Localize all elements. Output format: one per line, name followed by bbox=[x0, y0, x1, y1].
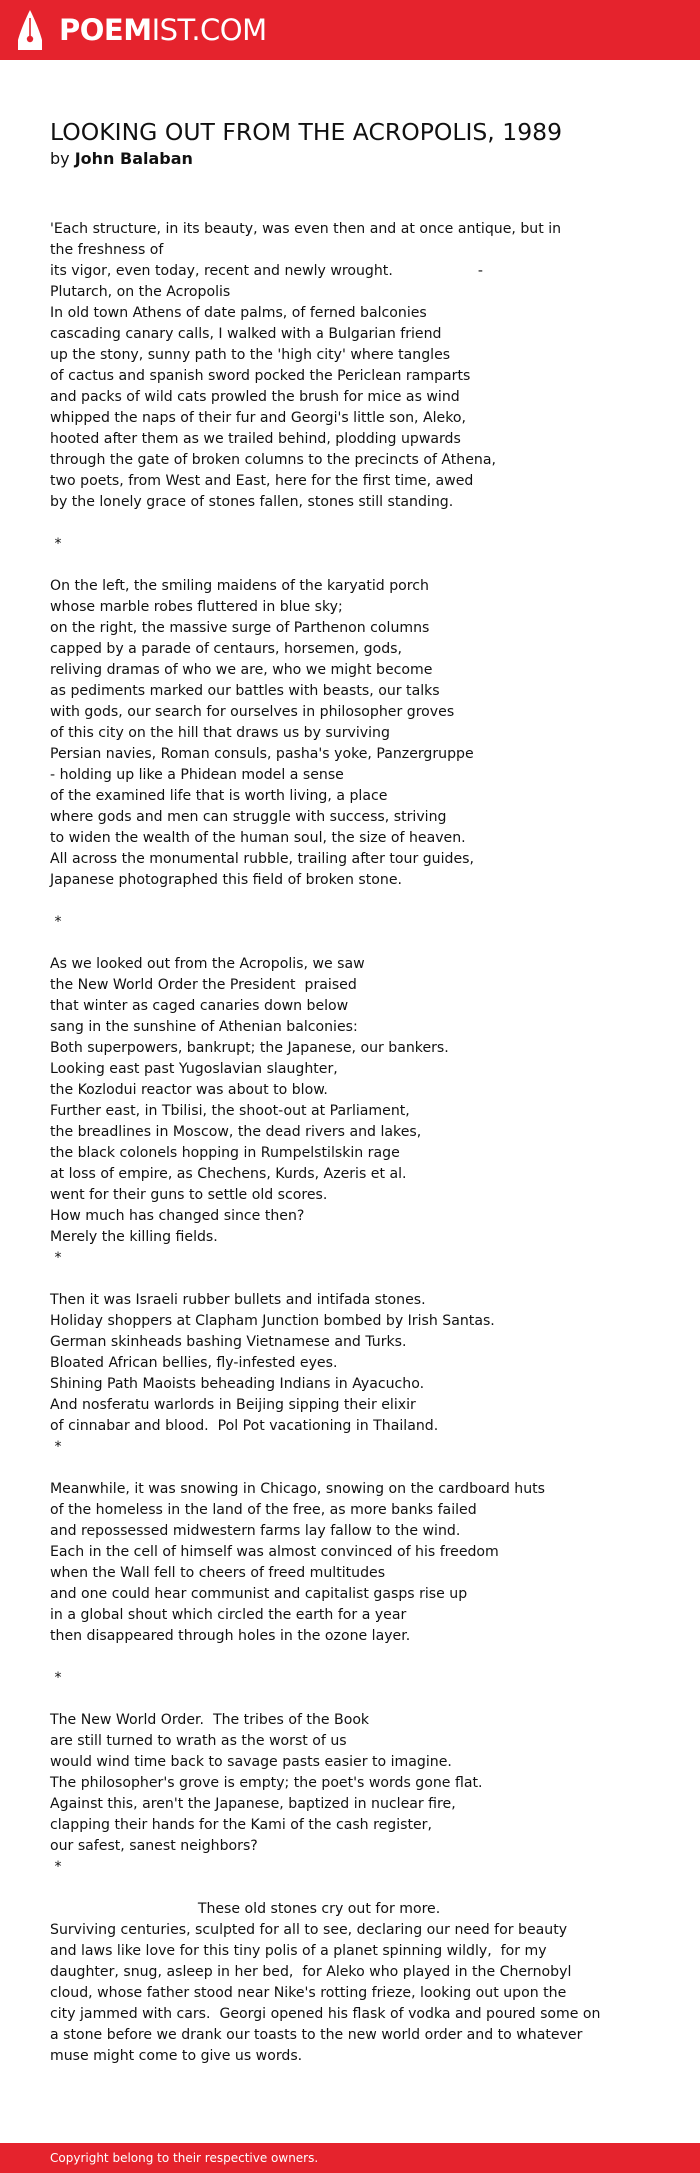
byline bbox=[50, 148, 193, 170]
poem-line: the black colonels hopping in Rumpelstilskin rage bbox=[50, 1145, 400, 1161]
poem-line: On the left, the smiling maidens of the karyatid porch bbox=[50, 578, 429, 594]
poem-line: Shining Path Maoists beheading Indians in Ayacucho. bbox=[50, 1376, 425, 1392]
poem-line: and one could hear communist and capitalist gasps rise up bbox=[50, 1586, 468, 1602]
poem-line: where gods and men can struggle with success, striving bbox=[50, 809, 447, 825]
poem-line: The New World Order. The tribes of the Book bbox=[50, 1712, 370, 1728]
poem-line: Against this, aren't the Japanese, baptized in nuclear fire, bbox=[50, 1796, 456, 1812]
poem-line: Then it was Israeli rubber bullets and intifada stones. bbox=[50, 1292, 426, 1308]
poem-line: to widen the wealth of the human soul, the size of heaven. bbox=[50, 830, 466, 846]
poem-line: Further east, in Tbilisi, the shoot-out at Parliament, bbox=[50, 1103, 410, 1119]
poem-line: The philosopher's grove is empty; the poet's words gone flat. bbox=[50, 1775, 483, 1791]
poem-line bbox=[50, 933, 670, 954]
poem-line: And nosferatu warlords in Beijing sipping their elixir bbox=[50, 1397, 416, 1413]
poem-line: Looking east past Yugoslavian slaughter, bbox=[50, 1061, 338, 1077]
poem-line: Holiday shoppers at Clapham Junction bombed by Irish Santas. bbox=[50, 1313, 495, 1329]
poem-line: Persian navies, Roman consuls, pasha's yoke, Panzergruppe bbox=[50, 746, 474, 762]
poem-line: through the gate of broken columns to the precincts of Athena, bbox=[50, 452, 496, 468]
poem-line: * bbox=[50, 1439, 62, 1455]
poem-line: of cinnabar and blood. Pol Pot vacationing in Thailand. bbox=[50, 1418, 439, 1434]
poem-line: the New World Order the President praised bbox=[50, 977, 357, 993]
poem-line: German skinheads bashing Vietnamese and Turks. bbox=[50, 1334, 407, 1350]
by-label: by bbox=[50, 149, 70, 168]
poem-line: with gods, our search for ourselves in philosopher groves bbox=[50, 704, 455, 720]
site-footer bbox=[0, 2143, 700, 2173]
poem-line: in a global shout which circled the earth for a year bbox=[50, 1607, 407, 1623]
poem-line: when the Wall fell to cheers of freed multitudes bbox=[50, 1565, 386, 1581]
poem-line: muse might come to give us words. bbox=[50, 2048, 303, 2064]
logo-wordmark bbox=[59, 8, 267, 52]
poem-line: All across the monumental rubble, trailing after tour guides, bbox=[50, 851, 474, 867]
author-name[interactable]: John Balaban bbox=[74, 149, 193, 168]
poem-line: Both superpowers, bankrupt; the Japanese, our bankers. bbox=[50, 1040, 449, 1056]
poem-line: In old town Athens of date palms, of ferned balconies bbox=[50, 305, 427, 321]
poem-line: the freshness of bbox=[50, 242, 164, 258]
poem-line: are still turned to wrath as the worst of us bbox=[50, 1733, 347, 1749]
poem-line: the breadlines in Moscow, the dead rivers and lakes, bbox=[50, 1124, 422, 1140]
poem-line: cascading canary calls, I walked with a Bulgarian friend bbox=[50, 326, 442, 342]
poem-line: Japanese photographed this field of broken stone. bbox=[50, 872, 402, 888]
poem-line: whipped the naps of their fur and Georgi's little son, Aleko, bbox=[50, 410, 466, 426]
poem-line: and packs of wild cats prowled the brush for mice as wind bbox=[50, 389, 460, 405]
poem-line bbox=[50, 891, 670, 912]
poem-line: capped by a parade of centaurs, horsemen, gods, bbox=[50, 641, 402, 657]
poem-line bbox=[50, 1878, 670, 1899]
poem-line: * bbox=[50, 1250, 62, 1266]
poem-line: whose marble robes fluttered in blue sky; bbox=[50, 599, 343, 615]
poem-line: hooted after them as we trailed behind, plodding upwards bbox=[50, 431, 461, 447]
poem-line: and repossessed midwestern farms lay fallow to the wind. bbox=[50, 1523, 461, 1539]
poem-line bbox=[50, 555, 670, 576]
poem-line: - holding up like a Phidean model a sense bbox=[50, 767, 344, 783]
poem-line: two poets, from West and East, here for the first time, awed bbox=[50, 473, 474, 489]
poem-title: LOOKING OUT FROM THE ACROPOLIS, 1989 bbox=[50, 118, 563, 146]
poem-line: Bloated African bellies, fly-infested eyes. bbox=[50, 1355, 338, 1371]
poem-line: of the examined life that is worth living, a place bbox=[50, 788, 388, 804]
logo-bold-text: POEM bbox=[59, 13, 152, 47]
poem-line: by the lonely grace of stones fallen, stones still standing. bbox=[50, 494, 454, 510]
poem-line: Surviving centuries, sculpted for all to see, declaring our need for beauty bbox=[50, 1922, 568, 1938]
poem-line: * bbox=[50, 1670, 62, 1686]
poem-line: As we looked out from the Acropolis, we saw bbox=[50, 956, 365, 972]
poem-line: of cactus and spanish sword pocked the Periclean ramparts bbox=[50, 368, 471, 384]
poem-line: then disappeared through holes in the ozone layer. bbox=[50, 1628, 411, 1644]
poem-line: up the stony, sunny path to the 'high city' where tangles bbox=[50, 347, 451, 363]
poem-line: the Kozlodui reactor was about to blow. bbox=[50, 1082, 328, 1098]
poem-line: Each in the cell of himself was almost convinced of his freedom bbox=[50, 1544, 499, 1560]
poem-line: at loss of empire, as Chechens, Kurds, Azeris et al. bbox=[50, 1166, 407, 1182]
poem-line: These old stones cry out for more. bbox=[50, 1901, 441, 1917]
pen-nib-icon bbox=[17, 9, 43, 51]
poem-line: Meanwhile, it was snowing in Chicago, snowing on the cardboard huts bbox=[50, 1481, 545, 1497]
poem-line bbox=[50, 1458, 670, 1479]
poem-line: Plutarch, on the Acropolis bbox=[50, 284, 231, 300]
poem-line bbox=[50, 513, 670, 534]
poem-line: 'Each structure, in its beauty, was even then and at once antique, but in bbox=[50, 221, 562, 237]
poem-line: cloud, whose father stood near Nike's rotting frieze, looking out upon the bbox=[50, 1985, 567, 2001]
poem-line: that winter as caged canaries down below bbox=[50, 998, 349, 1014]
poem-line: as pediments marked our battles with beasts, our talks bbox=[50, 683, 440, 699]
poem-line: daughter, snug, asleep in her bed, for Aleko who played in the Chernobyl bbox=[50, 1964, 572, 1980]
site-header bbox=[0, 0, 700, 60]
poem-line: * bbox=[50, 914, 62, 930]
poem-line: reliving dramas of who we are, who we might become bbox=[50, 662, 433, 678]
poem-line: went for their guns to settle old scores. bbox=[50, 1187, 328, 1203]
copyright-notice: Copyright belong to their respective owners. bbox=[50, 2151, 319, 2165]
poem-line: clapping their hands for the Kami of the cash register, bbox=[50, 1817, 432, 1833]
poem-line: * bbox=[50, 536, 62, 552]
poem-line: city jammed with cars. Georgi opened his flask of vodka and poured some on bbox=[50, 2006, 601, 2022]
poem-line bbox=[50, 1647, 670, 1668]
poem-line: and laws like love for this tiny polis of a planet spinning wildly, for my bbox=[50, 1943, 547, 1959]
poem-line: sang in the sunshine of Athenian balconies: bbox=[50, 1019, 358, 1035]
site-logo[interactable] bbox=[17, 8, 267, 52]
poem-line bbox=[50, 1689, 670, 1710]
logo-light-text: IST.COM bbox=[151, 13, 267, 47]
poem-line: * bbox=[50, 1859, 62, 1875]
poem-line: on the right, the massive surge of Parthenon columns bbox=[50, 620, 430, 636]
poem-line: of the homeless in the land of the free, as more banks failed bbox=[50, 1502, 477, 1518]
poem-line: How much has changed since then? bbox=[50, 1208, 305, 1224]
poem-line: Merely the killing fields. bbox=[50, 1229, 218, 1245]
poem-line: would wind time back to savage pasts easier to imagine. bbox=[50, 1754, 452, 1770]
poem-line: our safest, sanest neighbors? bbox=[50, 1838, 258, 1854]
poem-line bbox=[50, 1269, 670, 1290]
poem-line: of this city on the hill that draws us by surviving bbox=[50, 725, 390, 741]
poem-line: its vigor, even today, recent and newly wrought. - bbox=[50, 263, 484, 279]
poem-line: a stone before we drank our toasts to the new world order and to whatever bbox=[50, 2027, 583, 2043]
poem-body bbox=[50, 219, 670, 2067]
